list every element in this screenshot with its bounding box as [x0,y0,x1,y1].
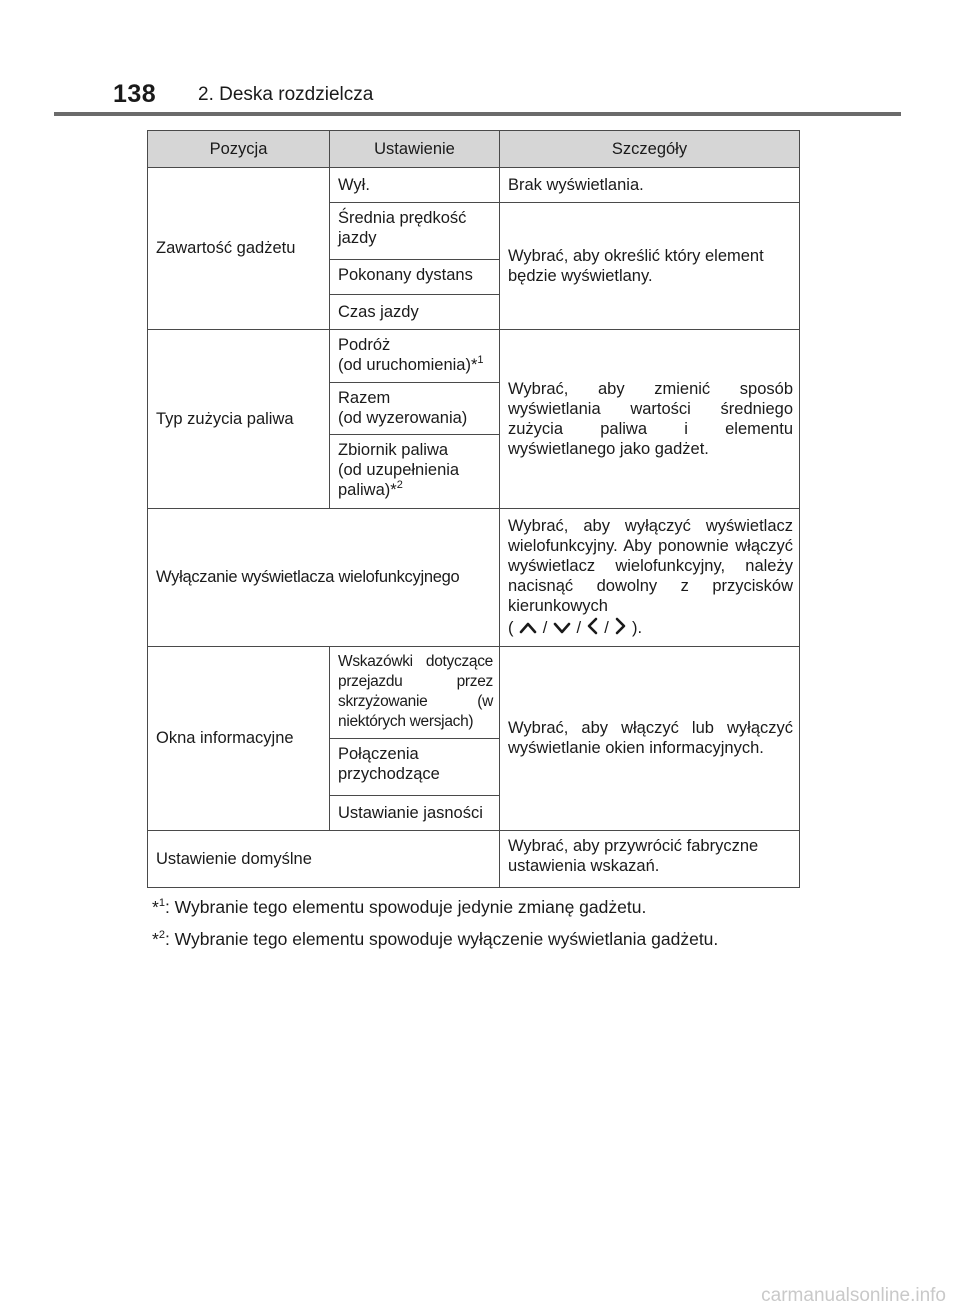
arrow-left-icon [586,616,600,636]
trip-line1: Podróż [338,336,391,354]
position-info-windows: Okna informacyjne [148,647,330,831]
detail-info-windows: Wybrać, aby włączyć lub wyłączyć wyświetlanie okien informacyjnych. [500,647,800,831]
watermark: carmanualsonline.info [761,1285,946,1306]
setting-trip [330,330,500,383]
table-row [148,330,800,383]
slash-3: / [604,619,609,637]
setting-intersection: Wskazówki dotyczące przejazdu przez skrzyżowanie (w niektórych wersjach) [330,647,500,739]
table-header-row [148,131,800,168]
arrow-up-icon [518,620,538,636]
trip-line2: (od uruchomienia)* [338,356,478,374]
position-gadget-content: Zawartość gadżetu [148,168,330,330]
paren-close: ). [632,619,643,637]
detail-off: Brak wyświetlania. [500,168,800,203]
header-position: Pozycja [148,131,330,168]
setting-tank [330,435,500,509]
detail-gadget-select: Wybrać, aby określić który element będzie wyświetlany. [500,203,800,330]
section-title: 2. Deska rozdzielcza [198,84,374,105]
footnote-2 [152,929,718,950]
tank-line2: (od uzupełnienia [338,461,460,479]
setting-distance: Pokonany dystans [330,260,500,295]
header-setting: Ustawienie [330,131,500,168]
detail-mid-off-text: Wybrać, aby wyłączyć wyświetlacz wielofunkcyjny. Aby ponownie włączyć wyświetlacz wielofunkcyjny, należy nacisnąć dowolny z przycisków kierunkowych [508,517,793,615]
slash-2: / [576,619,582,637]
paren-open: ( [508,619,514,637]
position-defaults: Ustawienie domyślne [148,831,500,888]
position-fuel-type: Typ zużycia paliwa [148,330,330,509]
setting-brightness: Ustawianie jasności [330,796,500,831]
page-number: 138 [113,80,157,108]
header-details: Szczegóły [500,131,800,168]
total-line2: (od wyzerowania) [338,409,468,427]
settings-table [147,130,800,888]
setting-off: Wył. [330,168,500,203]
tank-line1: Zbiornik paliwa [338,441,449,459]
setting-incoming-calls: Połączenia przychodzące [330,739,500,796]
slash-1: / [542,619,548,637]
footnote-2-mark: * [152,929,159,949]
setting-total [330,383,500,435]
footnote-1-mark: * [152,897,159,917]
header-rule [54,112,901,116]
total-line1: Razem [338,389,391,407]
detail-defaults: Wybrać, aby przywrócić fabryczne ustawienia wskazań. [500,831,800,888]
footnote-1 [152,897,646,918]
table-row [148,168,800,203]
table-row [148,509,800,647]
arrow-right-icon [613,616,627,636]
arrow-down-icon [552,620,572,636]
table-row [148,647,800,739]
setting-drive-time: Czas jazdy [330,295,500,330]
footnote-1-sup: 1 [158,897,165,909]
footnote-ref-1: 1 [477,354,484,366]
footnote-ref-2: 2 [396,479,403,491]
detail-mid-off [500,509,800,647]
position-mid-off: Wyłączanie wyświetlacza wielofunkcyjnego [148,509,500,647]
footnote-2-text: : Wybranie tego elementu spowoduje wyłączenie wyświetlania gadżetu. [164,929,719,949]
table-row [148,831,800,888]
footnote-2-sup: 2 [158,929,165,941]
footnote-1-text: : Wybranie tego elementu spowoduje jedynie zmianę gadżetu. [164,897,647,917]
setting-avg-speed: Średnia prędkość jazdy [330,203,500,260]
detail-fuel: Wybrać, aby zmienić sposób wyświetlania wartości średniego zużycia paliwa i elementu wyświetlanego jako gadżet. [500,330,800,509]
tank-line3: paliwa)* [338,481,397,499]
